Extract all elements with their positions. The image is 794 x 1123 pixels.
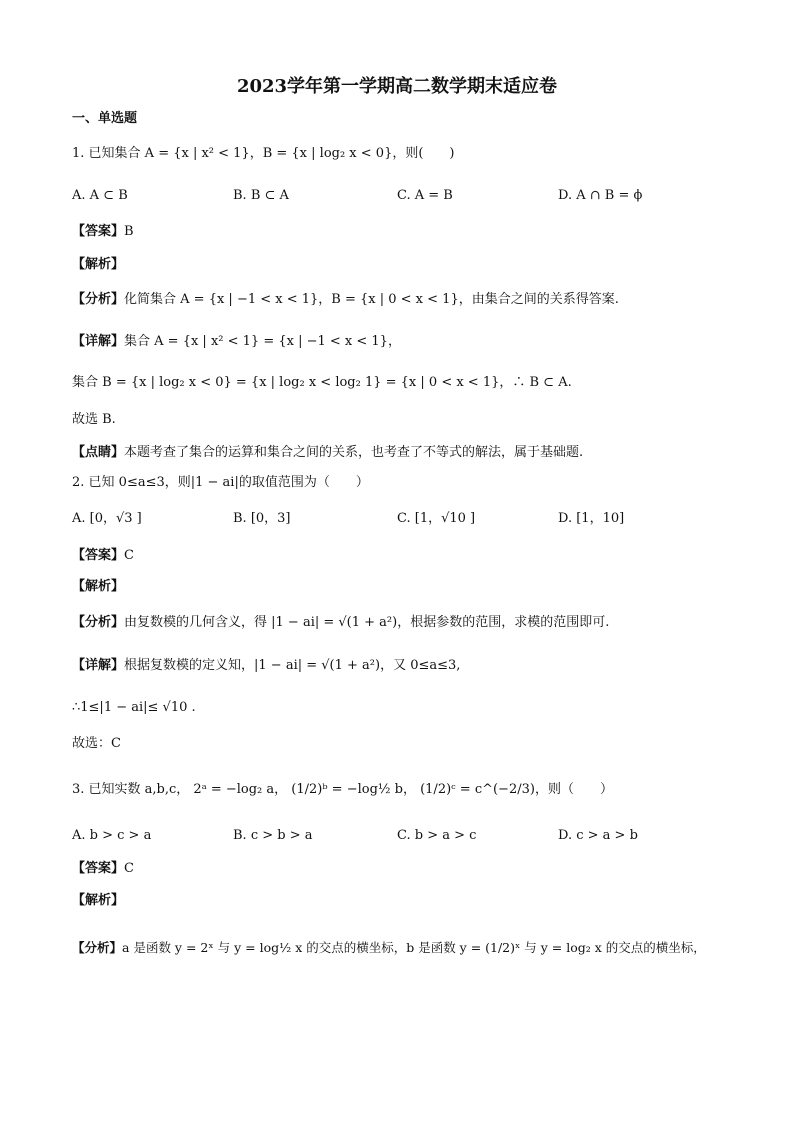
answer-tag: 【答案】	[72, 224, 125, 239]
answer-line	[72, 548, 134, 564]
answer-value: B	[124, 224, 134, 239]
question-1-stem: 1. 已知集合 A = {x | x² < 1}，B = {x | log₂ x < 0}，则( )	[72, 146, 455, 161]
option-d: D. A ∩ B = ϕ	[558, 188, 643, 203]
option-d: D. [1，10]	[558, 511, 625, 526]
option-b: B. c > b > a	[233, 828, 313, 843]
answer-value: C	[124, 861, 134, 876]
answer-tag: 【答案】	[72, 548, 125, 563]
option-a: A. A ⊂ B	[72, 188, 128, 203]
fenxi-line	[72, 615, 609, 631]
xiangjie-line-2: 集合 B = {x | log₂ x < 0} = {x | log₂ x < log₂ 1} = {x | 0 < x < 1}，∴ B ⊂ A.	[72, 375, 572, 390]
fenxi-text: 化简集合 A = {x | −1 < x < 1}，B = {x | 0 < x < 1}，由集合之间的关系得答案.	[124, 292, 619, 307]
fenxi-line	[72, 940, 706, 956]
dianjing-tag: 【点睛】	[72, 445, 125, 460]
fenxi-line	[72, 292, 619, 308]
section-heading: 一、单选题	[72, 111, 138, 126]
option-b: B. B ⊂ A	[233, 188, 289, 203]
answer-line	[72, 861, 134, 877]
conclusion: 故选：C	[72, 736, 121, 751]
fenxi-tag: 【分析】	[72, 615, 125, 630]
xiangjie-text: 集合 A = {x | x² < 1} = {x | −1 < x < 1}，	[124, 334, 401, 349]
option-c: C. A = B	[397, 188, 453, 203]
xiangjie-text: 根据复数模的定义知，|1 − ai| = √(1 + a²)，又 0≤a≤3,	[124, 658, 461, 673]
fenxi-tag: 【分析】	[72, 940, 123, 955]
fenxi-text: 由复数模的几何含义，得 |1 − ai| = √(1 + a²)，根据参数的范围，求模的范围即可.	[124, 615, 610, 630]
option-d: D. c > a > b	[558, 828, 638, 843]
option-c: C. [1，√10 ]	[397, 511, 476, 526]
answer-value: C	[124, 548, 134, 563]
conclusion: 故选 B.	[72, 412, 116, 427]
xiangjie-line	[72, 658, 460, 674]
analysis-tag: 【解析】	[72, 893, 125, 908]
dianjing-line	[72, 445, 583, 461]
page-title: 2023学年第一学期高二数学期末适应卷	[236, 76, 558, 97]
option-b: B. [0，3]	[233, 511, 291, 526]
fenxi-text: a 是函数 y = 2ˣ 与 y = log½ x 的交点的横坐标，b 是函数 y = (1/2)ˣ 与 y = log₂ x 的交点的横坐标，	[122, 940, 706, 955]
dianjing-text: 本题考查了集合的运算和集合之间的关系，也考查了不等式的解法，属于基础题.	[124, 445, 584, 460]
xiangjie-tag: 【详解】	[72, 658, 125, 673]
xiangjie-line	[72, 334, 401, 350]
option-c: C. b > a > c	[397, 828, 477, 843]
analysis-tag: 【解析】	[72, 257, 125, 272]
answer-line	[72, 224, 134, 240]
fenxi-tag: 【分析】	[72, 292, 125, 307]
answer-tag: 【答案】	[72, 861, 125, 876]
question-3-stem: 3. 已知实数 a,b,c， 2ᵃ = −log₂ a， (1/2)ᵇ = −log½ b， (1/2)ᶜ = c^(−2/3)，则（ ）	[72, 782, 613, 797]
xiangjie-line-2: ∴1≤|1 − ai|≤ √10 .	[72, 700, 196, 715]
question-2-stem: 2. 已知 0≤a≤3，则|1 − ai|的取值范围为（ ）	[72, 475, 369, 490]
xiangjie-tag: 【详解】	[72, 334, 125, 349]
analysis-tag: 【解析】	[72, 579, 125, 594]
option-a: A. [0，√3 ]	[72, 511, 142, 526]
option-a: A. b > c > a	[72, 828, 152, 843]
